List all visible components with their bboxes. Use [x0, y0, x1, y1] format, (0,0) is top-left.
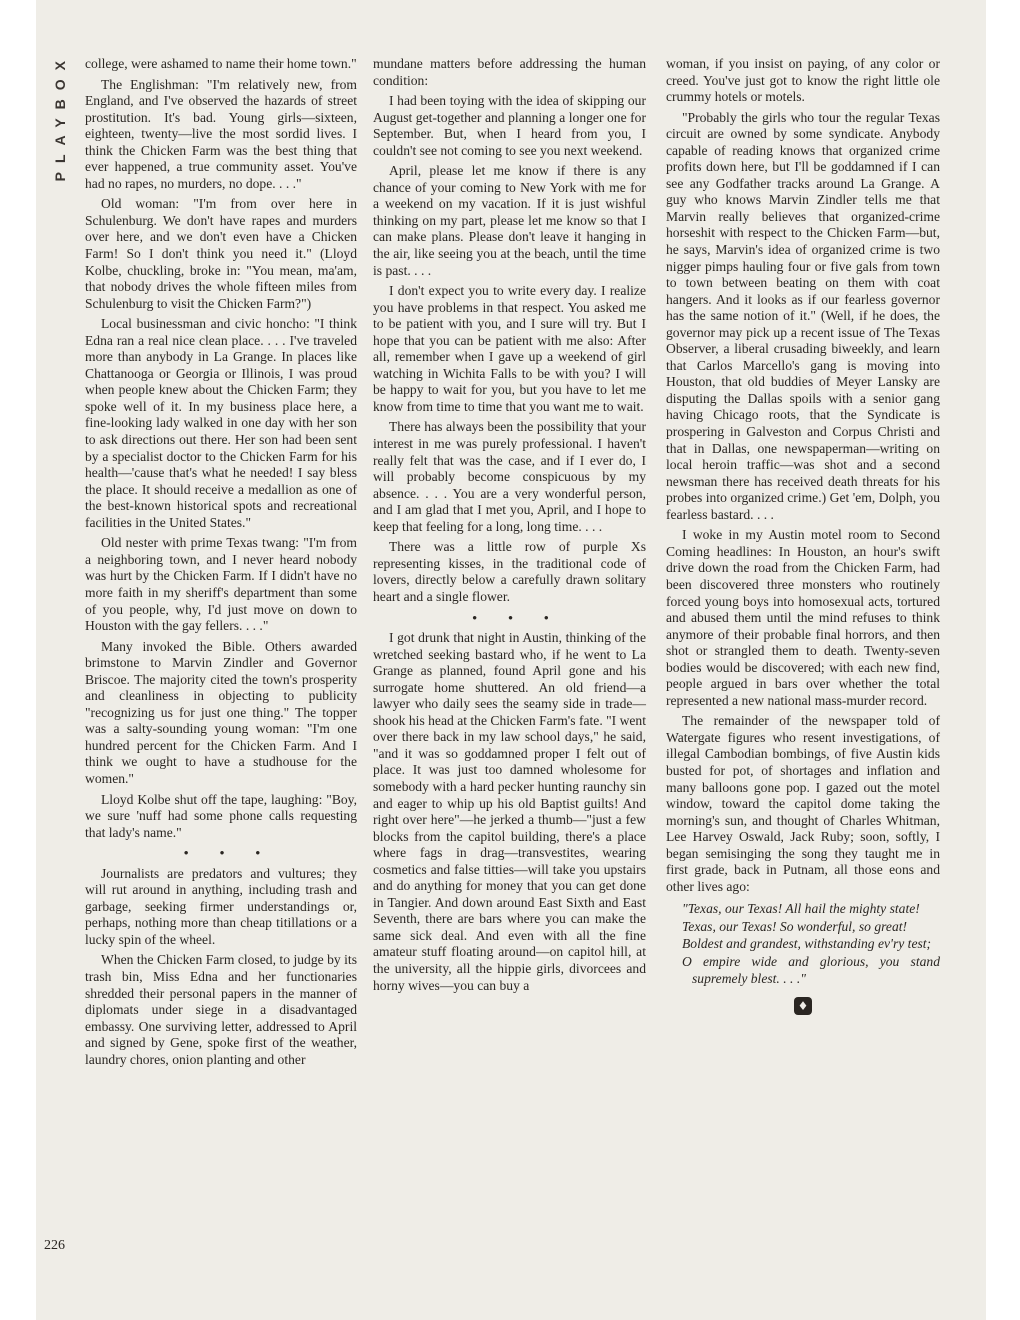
paragraph: I woke in my Austin motel room to Second Coming headlines: In Houston, an hour's swift drive down the road from the Chicken Farm, had been discovered three monsters who routinely forced young boys into homosexual acts, tortured and abused them until the mind refuses to think anymore of their probable final horrors, and then shot or strangled them to death. Twenty-seven bodies would be discovered; with each new find, people argued in bars over whether the total represented a new national mass-murder record.: [666, 527, 940, 708]
paragraph: April, please let me know if there is any chance of your coming to New York with me for a weekend on my vacation. If it is just wishful thinking on my part, please let me know so that I can make plans. Please don't leave it hanging in the air, like seeing you at the beach, until the time is past. . . .: [373, 163, 646, 278]
paragraph: Lloyd Kolbe shut off the tape, laughing: "Boy, we sure 'nuff had some phone calls requesting that lady's name.": [85, 791, 357, 840]
paragraph: Journalists are predators and vultures; they will rut around in anything, including trash and garbage, seeking firmer understandings or, perhaps, nothing more than cheap titillations or a lucky spin of the wheel.: [85, 865, 357, 947]
column-1: [85, 56, 357, 1072]
paragraph: The remainder of the newspaper told of Watergate figures who resent investigations, of illegal Cambodian bombings, of five Austin kids busted for pot, of shortages and inflation and many balloons gone pop. I gazed out the motel window, toward the capitol dome taking the morning's sun, and thought of Charles Whitman, Lee Harvey Oswald, Jack Ruby; soon, softly, I began semisinging the song they taught me in first grade, back in Putnam, all those eons and other lives ago:: [666, 713, 940, 894]
paragraph: There was a little row of purple Xs representing kisses, in the traditional code of lovers, directly below a carefully drawn solitary heart and a single flower.: [373, 539, 646, 604]
paragraph: Local businessman and civic honcho: "I think Edna ran a real nice clean place. . . . I've traveled more than anybody in La Grange. In places like Chattanooga or Georgia or Illinois, I was proud when people knew about the Chicken Farm; they spoke well of it. In my business place here, a fine-looking lady walked in one day with her son to ask directions out there. Her son had been sent by a specialist doctor to the Chicken Farm for his health—'cause that's what he needed! I say bless the place. It should receive a medallion as one of the best-known historical spots and recreational facilities in the United States.": [85, 316, 357, 530]
paragraph: "Probably the girls who tour the regular Texas circuit are owned by some syndicate. Anybody capable of reading knows that organized crime profits down here, but I'll be goddamned if I can see any Godfather tracks around La Grange. A guy who knows Marvin Zindler tells me that Marvin really believes that organized-crime horseshit with respect to the Chicken Farm—but, he says, Marvin's idea of organized crime is two nigger pimps hauling four or five gals from town to town between beating on them with coat hangers. And it looks as if our fearless governor has the same notion of it." (Well, if he does, the governor may pick up a recent issue of The Texas Observer, a liberal crusading biweekly, and learn that Carlos Marcello's gang is moving into Houston, that old buddies of Meyer Lansky are disputing the Dallas spoils with a senior gang having Chicago roots, that the Syndicate is prospering in Galveston and Corpus Christi and that in Dallas, one newspaperman—writing on local heroin traffic—was shot and a second newsman there has received death threats for his probes into organized crime.) Get 'em, Dolph, you fearless bastard. . . .: [666, 109, 940, 522]
paragraph: I got drunk that night in Austin, thinking of the wretched seeking bastard who, if he went to La Grange as planned, found April gone and his surrogate home shuttered. An old friend—a lawyer who daily sees the seamy side in trade—shook his head at the Chicken Farm's fate. "I went over there back in my law school days," he said, "and it was so goddamned proper I felt out of place. It was just too damned wholesome for somebody with a hard pecker hunting raunchy sin and eager to whip up his old Baptist guilts! And right over here"—he jerked a thumb—"just a few blocks from the capitol building, there's a place where fags in drag—transvestites, wearing cosmetics and false titties—will take you upstairs and do anything for money that you can get done in Tangier. And down around East Sixth and East Seventh, there are bars where you can make the same sick deal. And even with all the fine amateur stuff floating around—on capitol hill, at the university, all the hippie girls, divorcees and horny wives—you can buy a: [373, 630, 647, 993]
paragraph: college, were ashamed to name their home town.": [85, 56, 357, 71]
verse-line: Texas, our Texas! So wonderful, so great!: [682, 918, 908, 934]
paragraph: Many invoked the Bible. Others awarded brimstone to Marvin Zindler and Governor Briscoe. The majority cited the town's prosperity and cleanliness in objecting to publicity "recognizing us for just one thing." The topper was a salty-sounding young woman: "I'm one hundred percent for the Chicken Farm. And I think we ought to have a studhouse for the women.": [85, 638, 357, 786]
paragraph: The Englishman: "I'm relatively new, from England, and I've observed the hazards of street prostitution. It's bad. Young girls—sixteen, eighteen, twenty—live the most sordid lives. I think the Chicken Farm was the best thing that ever happened, a true community asset. You've had no rapes, no murders, no dope. . . .": [85, 76, 357, 191]
paragraph: I had been toying with the idea of skipping our August get-together and planning a longer one for September. But, when I heard from you, I couldn't see not coming to see you next weekend.: [373, 93, 646, 158]
paragraph: Old woman: "I'm from over here in Schulenburg. We don't have rapes and murders over here, and we don't even have a Chicken Farm! So I don't think you need it." (Lloyd Kolbe, chuckling, broke in: "You mean, ma'am, that nobody drives the whole fifteen miles from Schulenburg to visit the Chicken Farm?"): [85, 196, 357, 311]
verse-line: Boldest and grandest, withstanding ev'ry test;: [682, 936, 932, 952]
paragraph: Old nester with prime Texas twang: "I'm from a neighboring town, and I never heard nobody was hurt by the Chicken Farm. If I didn't have no more faith in my sheriff's department than some of you people, why, I'd just move on down to Houston with the gay fellers. . . .": [85, 535, 357, 634]
paragraph: mundane matters before addressing the human condition:: [373, 56, 646, 88]
section-break: • • •: [183, 845, 275, 861]
paragraph: There has always been the possibility that your interest in me was purely professional. I haven't really felt that was the case, and if I ever do, I will probably become conspicuous by my absence. . . . You are a very wonderful person, and I am glad that I met you, April, and I hope to keep that feeling for a long, long time. . . .: [373, 419, 646, 534]
column-3: [666, 56, 940, 1015]
column-2: [373, 56, 646, 998]
section-break: • • •: [472, 609, 563, 625]
verse-line: O empire wide and glorious, you stand supremely blest. . . .": [682, 953, 940, 986]
magazine-name-vertical: PLAYBOX: [52, 52, 68, 182]
paragraph: woman, if you insist on paying, of any color or creed. You've just got to know the right little ole crummy hotels or motels.: [666, 56, 940, 105]
song-verse: [682, 901, 940, 987]
paragraph: I don't expect you to write every day. I realize you have problems in that respect. You asked me to be patient with you, and I sure will try. But I hope that you can be patient with me also: After all, remember when I gave up a weekend of girl watching in Wichita Falls to be with you? I will be happy to wait for you, but you have to let me know from time to time that you want me to wait.: [373, 283, 646, 414]
paragraph: When the Chicken Farm closed, to judge by its trash bin, Miss Edna and her functionaries shredded their personal papers in the manner of diplomats under siege in a disadvantaged embassy. One surviving letter, addressed to April and signed by Gene, spoke first of the weather, laundry chores, onion planting and other: [85, 952, 357, 1067]
rabbit-head-icon: ♦: [794, 997, 812, 1015]
page-number: 226: [44, 1238, 65, 1253]
verse-line: "Texas, our Texas! All hail the mighty state!: [682, 901, 920, 917]
